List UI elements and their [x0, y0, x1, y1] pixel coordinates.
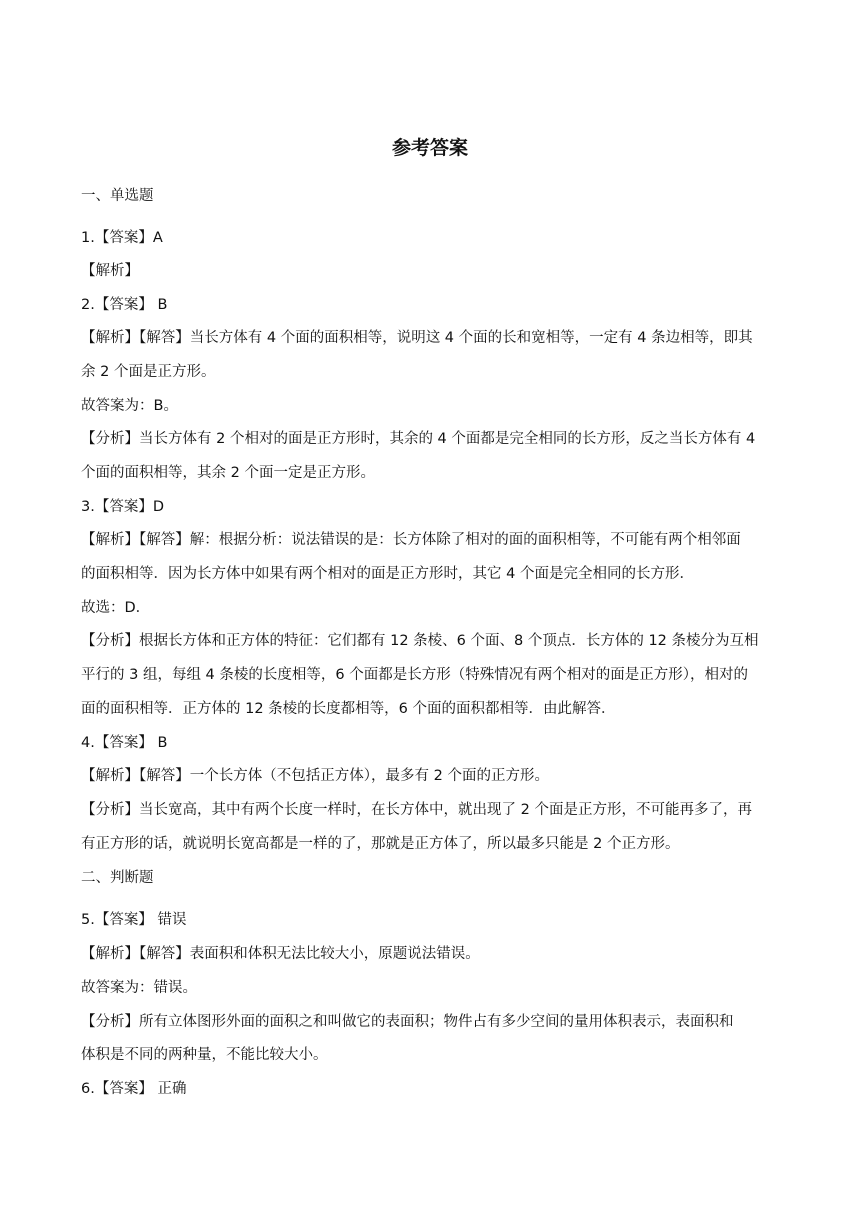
answer-line: 体积是不同的两种量，不能比较大小。 — [81, 1047, 328, 1063]
answer-line: 余 2 个面是正方形。 — [81, 364, 216, 380]
answer-line: 6.【答案】 正确 — [81, 1081, 187, 1097]
section-heading: 一、单选题 — [81, 188, 154, 204]
answer-line: 平行的 3 组，每组 4 条棱的长度相等，6 个面都是长方形（特殊情况有两个相对的面是正方形），相对的 — [81, 667, 748, 683]
answer-line: 5.【答案】 错误 — [81, 912, 187, 928]
answer-line: 【解析】【解答】一个长方体（不包括正方体），最多有 2 个面的正方形。 — [81, 768, 549, 784]
page-title: 参考答案 — [391, 137, 468, 159]
answer-line: 【分析】当长宽高，其中有两个长度一样时，在长方体中，就出现了 2 个面是正方形，不可能再多了，再 — [81, 802, 752, 818]
answer-line: 【分析】当长方体有 2 个相对的面是正方形时，其余的 4 个面都是完全相同的长方形，反之当长方体有 4 — [81, 431, 756, 447]
answer-line: 故答案为：B。 — [81, 398, 178, 414]
answer-line: 【解析】【解答】表面积和体积无法比较大小，原题说法错误。 — [81, 946, 480, 962]
answer-line: 面的面积相等．正方体的 12 条棱的长度都相等，6 个面的面积都相等．由此解答． — [81, 701, 616, 717]
answer-line: 【分析】根据长方体和正方体的特征：它们都有 12 条棱、6 个面、8 个顶点．长方体的 12 条棱分为互相 — [81, 633, 759, 649]
answer-line: 【解析】【解答】解：根据分析：说法错误的是：长方体除了相对的面的面积相等，不可能有两个相邻面 — [81, 532, 741, 548]
section-heading: 二、判断题 — [81, 870, 154, 886]
answer-line: 的面积相等．因为长方体中如果有两个相对的面是正方形时，其它 4 个面是完全相同的长方形． — [81, 566, 694, 582]
answer-line: 1.【答案】A — [81, 230, 163, 246]
answer-line: 2.【答案】 B — [81, 297, 168, 313]
answer-line: 故答案为：错误。 — [81, 980, 197, 996]
answer-line: 4.【答案】 B — [81, 735, 168, 751]
answer-line: 个面的面积相等，其余 2 个面一定是正方形。 — [81, 465, 375, 481]
answer-line: 3.【答案】D — [81, 499, 164, 515]
answer-line: 【解析】 — [81, 263, 139, 279]
answer-line: 有正方形的话，就说明长宽高都是一样的了，那就是正方体了，所以最多只能是 2 个正方形。 — [81, 836, 680, 852]
answer-line: 【分析】所有立体图形外面的面积之和叫做它的表面积；物件占有多少空间的量用体积表示，表面积和 — [81, 1014, 734, 1030]
answer-line: 故选：D． — [81, 600, 151, 616]
answer-line: 【解析】【解答】当长方体有 4 个面的面积相等，说明这 4 个面的长和宽相等，一定有 4 条边相等，即其 — [81, 330, 753, 346]
